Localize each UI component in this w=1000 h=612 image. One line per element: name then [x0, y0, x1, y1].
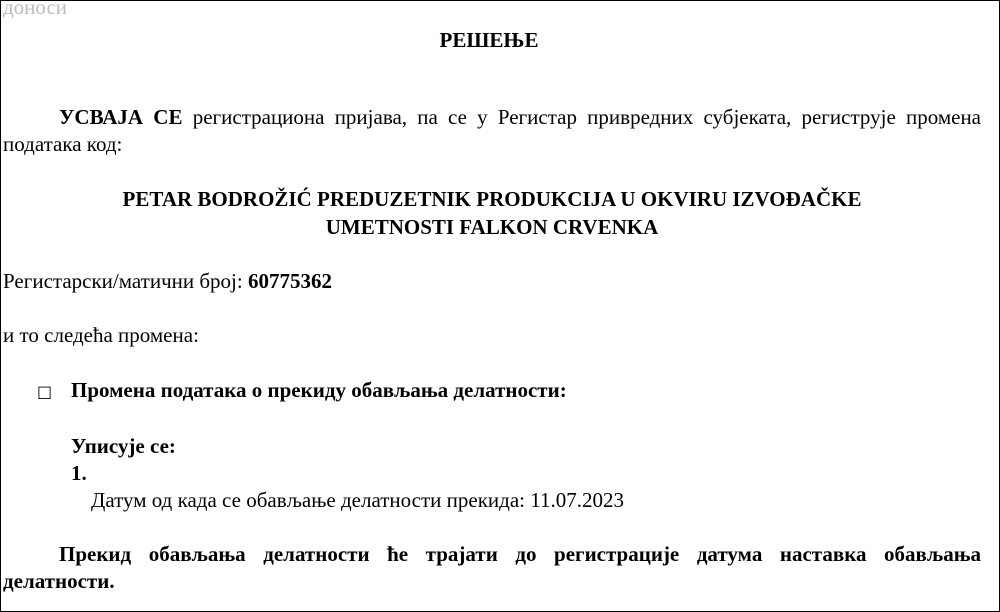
- registration-line: [3, 269, 332, 293]
- registration-number: 60775362: [247, 269, 332, 293]
- item-number: 1.: [71, 461, 87, 485]
- company-name-line-2: UMETNOSTI FALKON CRVENKA: [325, 215, 659, 239]
- item-text: Датум од када се обављање делатности прекида: 11.07.2023: [91, 488, 624, 512]
- change-heading-row: [37, 378, 567, 404]
- company-name-line-1: PETAR BODROŽIĆ PREDUZETNIK PRODUKCIJA U OKVIRU IZVOĐAČKE: [122, 187, 862, 211]
- faded-header-text: доноси: [3, 0, 68, 19]
- registration-label: Регистарски/матични број:: [3, 269, 248, 293]
- company-name: [1, 185, 983, 241]
- checkbox-bullet-icon: □: [37, 382, 53, 401]
- following-change-text: и то следећа промена:: [3, 323, 199, 347]
- intro-paragraph: [3, 104, 981, 158]
- intro-bold-lead: УСВАЈА СЕ: [59, 105, 183, 129]
- change-heading: Промена података о прекиду обављања делатности:: [71, 378, 567, 402]
- intro-text: регистрациона пријава, па се у Регистар привредних субјеката, региструје промена података код:: [3, 105, 982, 156]
- entered-label: Уписује се:: [71, 434, 176, 458]
- document-title: РЕШЕЊЕ: [439, 28, 539, 52]
- closing-paragraph: Прекид обављања делатности ће трајати до регистрације датума наставка обављања делатности.: [3, 542, 981, 593]
